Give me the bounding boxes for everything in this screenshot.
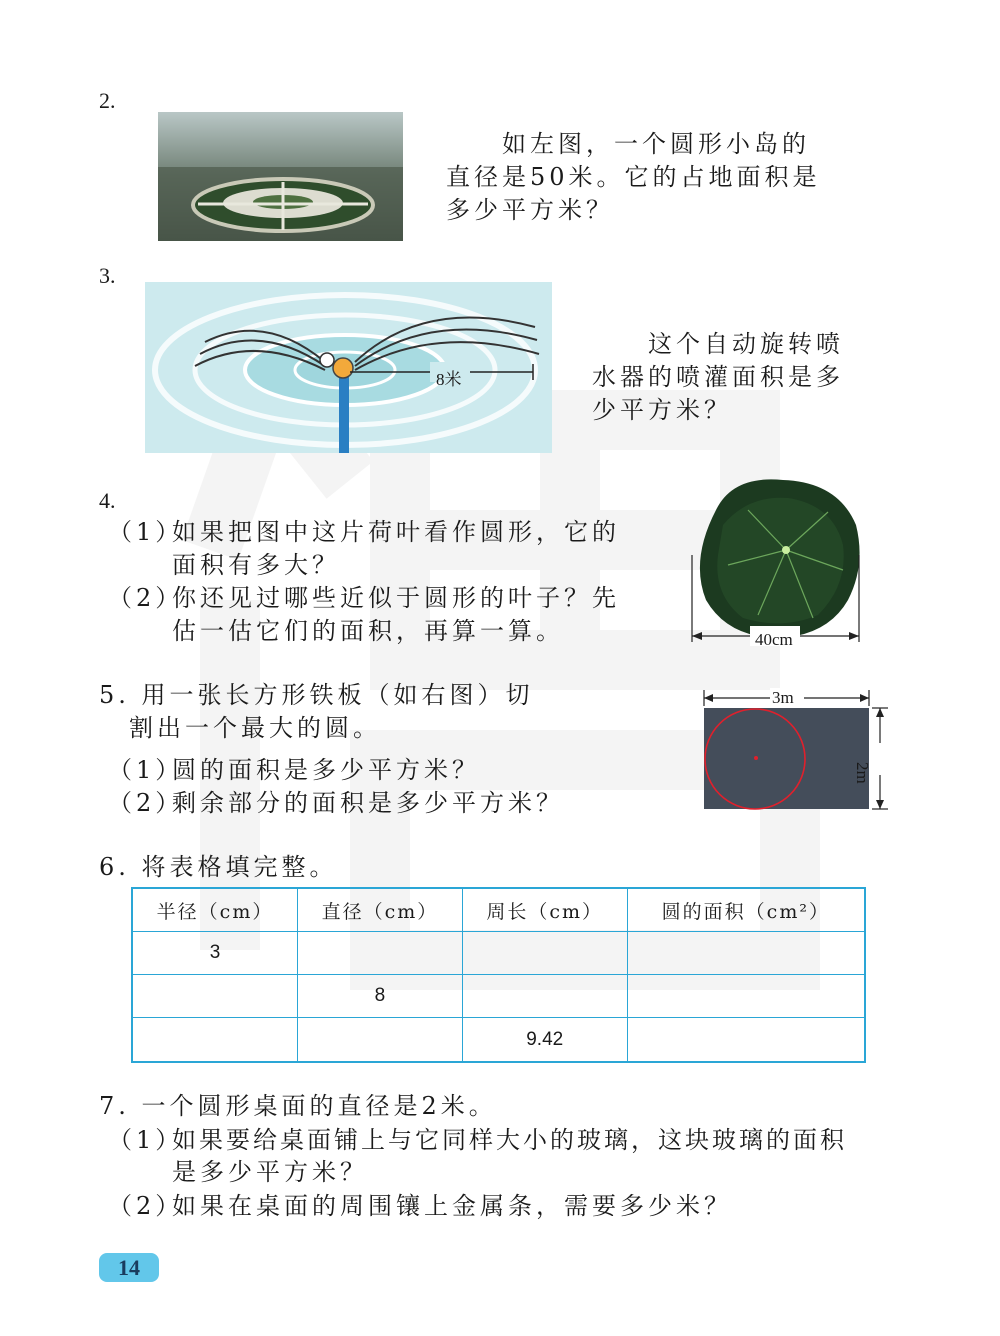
problem-2-line-1: 如左图，一个圆形小岛的 — [502, 130, 810, 158]
problem-5-item-2-marker: （2） — [108, 789, 184, 817]
problem-7-item-1-line-1: 如果要给桌面铺上与它同样大小的玻璃，这块玻璃的面积 — [172, 1126, 847, 1154]
table-cell — [298, 932, 463, 975]
table-cell — [132, 975, 298, 1018]
table-cell — [462, 932, 627, 975]
problem-5-item-1-marker: （1） — [108, 756, 184, 784]
sprinkler-illustration — [145, 282, 552, 453]
table-cell: 3 — [132, 932, 298, 975]
table-cell — [132, 1018, 298, 1062]
plate-height-label: 2m — [853, 762, 872, 784]
problem-4-item-2-line-2: 估一估它们的面积，再算一算。 — [172, 617, 564, 645]
problem-3-line-1: 这个自动旋转喷 — [648, 330, 844, 358]
table-row — [132, 1018, 865, 1062]
header-area: 圆的面积（cm²） — [627, 888, 865, 932]
table-cell — [627, 1018, 865, 1062]
problem-3-number: 3. — [99, 263, 116, 288]
problem-5-line-2: 割出一个最大的圆。 — [129, 714, 381, 742]
lotus-diameter-label: 40cm — [755, 630, 793, 649]
problem-7-item-2-line-1: 如果在桌面的周围镶上金属条，需要多少米？ — [172, 1192, 732, 1220]
page-number: 14 — [99, 1253, 159, 1282]
problem-3-line-2: 水器的喷灌面积是多 — [592, 363, 844, 391]
lotus-leaf-figure — [688, 470, 863, 655]
problem-6-title: 6. 将表格填完整。 — [99, 853, 338, 881]
table-row — [132, 975, 865, 1018]
table-cell — [298, 1018, 463, 1062]
sprinkler-radius-label: 8米 — [436, 370, 462, 389]
table-cell — [627, 975, 865, 1018]
problem-3-line-3: 少平方米？ — [592, 396, 732, 424]
table-cell: 8 — [298, 975, 463, 1018]
plate-width-label: 3m — [772, 688, 794, 707]
circle-table — [131, 887, 866, 1063]
table-header-row — [132, 888, 865, 932]
island-photo — [158, 112, 403, 241]
header-radius: 半径（cm） — [132, 888, 298, 932]
table-cell: 9.42 — [462, 1018, 627, 1062]
problem-4-item-2-marker: （2） — [108, 584, 184, 612]
problem-7-title: 7. 一个圆形桌面的直径是2米。 — [99, 1092, 497, 1120]
problem-4-item-1-line-2: 面积有多大？ — [172, 551, 340, 579]
problem-4-number: 4. — [99, 488, 116, 513]
problem-2-line-2: 直径是50米。它的占地面积是 — [446, 163, 821, 191]
header-diameter: 直径（cm） — [298, 888, 463, 932]
problem-2-number: 2. — [99, 88, 116, 113]
table-row — [132, 932, 865, 975]
problem-5-item-1-text: 圆的面积是多少平方米？ — [172, 756, 480, 784]
problem-7-item-1-marker: （1） — [108, 1126, 184, 1154]
problem-2-line-3: 多少平方米？ — [446, 196, 614, 224]
problem-4-item-1-marker: （1） — [108, 518, 184, 546]
problem-4-item-2-line-1: 你还见过哪些近似于圆形的叶子？先 — [172, 584, 620, 612]
table-cell — [627, 932, 865, 975]
iron-plate-figure — [698, 688, 890, 812]
problem-4-item-1-line-1: 如果把图中这片荷叶看作圆形，它的 — [172, 518, 620, 546]
problem-7-item-2-marker: （2） — [108, 1192, 184, 1220]
header-circumference: 周长（cm） — [462, 888, 627, 932]
table-cell — [462, 975, 627, 1018]
problem-7-item-1-line-2: 是多少平方米？ — [172, 1158, 368, 1186]
problem-5-line-1: 5. 用一张长方形铁板（如右图）切 — [99, 681, 534, 709]
problem-5-item-2-text: 剩余部分的面积是多少平方米？ — [172, 789, 564, 817]
